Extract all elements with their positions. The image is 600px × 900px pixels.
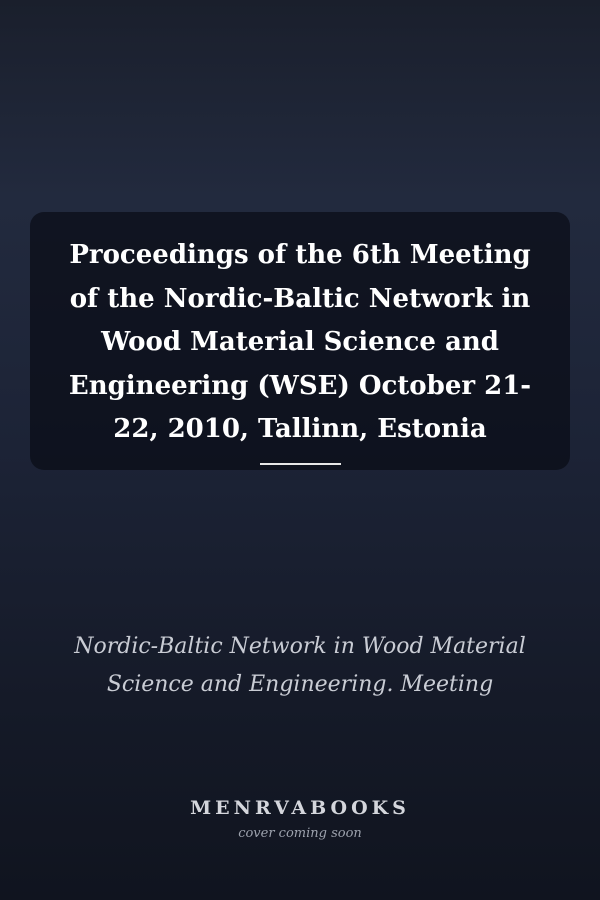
title-divider (260, 463, 341, 465)
publisher-name: MENRVABOOKS (190, 797, 410, 819)
book-author: Nordic-Baltic Network in Wood Material Science and Engineering. Meeting (74, 634, 526, 697)
title-panel (30, 212, 570, 470)
book-title: Proceedings of the 6th Meeting of the Nordic-Baltic Network in Wood Material Science and Engineering (WSE) October 21-22, 2010, Tallinn, Estonia (68, 240, 532, 444)
cover-tagline: cover coming soon (238, 826, 362, 841)
